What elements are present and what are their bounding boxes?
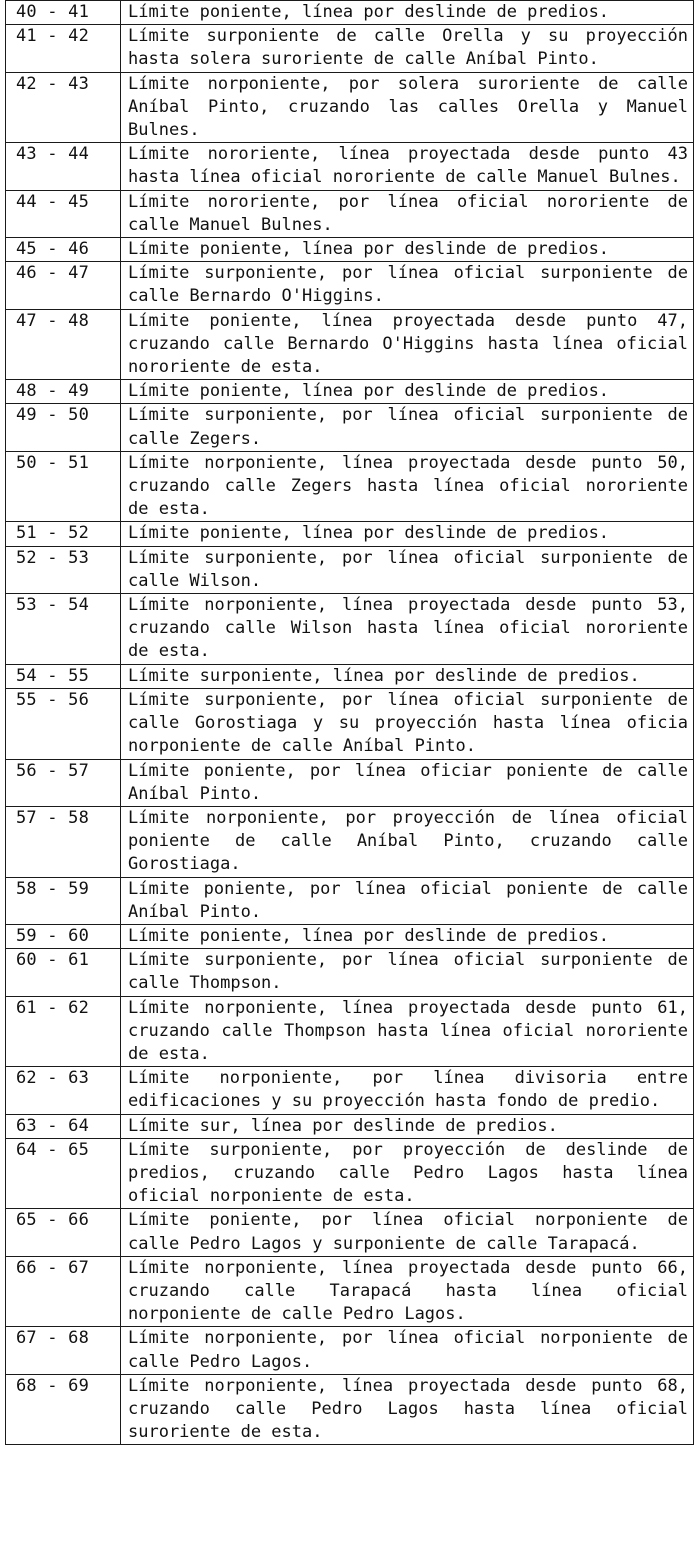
table-row (6, 522, 694, 546)
table-row (6, 1138, 694, 1209)
segment-cell: 63 - 64 (6, 1114, 121, 1138)
table-row (6, 404, 694, 451)
description-cell: Límite surponiente, por línea oficial surponiente de calle Zegers. (121, 404, 694, 451)
segment-cell: 58 - 59 (6, 877, 121, 924)
segment-cell: 52 - 53 (6, 546, 121, 593)
description-cell: Límite poniente, por línea oficial poniente de calle Aníbal Pinto. (121, 877, 694, 924)
segment-cell: 66 - 67 (6, 1256, 121, 1327)
description-cell: Límite poniente, línea proyectada desde punto 47, cruzando calle Bernardo O'Higgins hasta línea oficial nororiente de esta. (121, 309, 694, 380)
table-row (6, 949, 694, 996)
table-row (6, 688, 694, 759)
description-cell: Límite poniente, por línea oficiar poniente de calle Aníbal Pinto. (121, 759, 694, 806)
table-row (6, 72, 694, 143)
description-cell: Límite nororiente, por línea oficial nororiente de calle Manuel Bulnes. (121, 190, 694, 237)
segment-cell: 57 - 58 (6, 806, 121, 877)
description-cell: Límite norponiente, por proyección de línea oficial poniente de calle Aníbal Pinto, cruzando calle Gorostiaga. (121, 806, 694, 877)
description-cell: Límite poniente, por línea oficial norponiente de calle Pedro Lagos y surponiente de calle Tarapacá. (121, 1209, 694, 1256)
description-cell: Límite poniente, línea por deslinde de predios. (121, 1, 694, 25)
segment-cell: 54 - 55 (6, 664, 121, 688)
description-cell: Límite surponiente, línea por deslinde de predios. (121, 664, 694, 688)
boundary-segments-table (5, 0, 694, 1445)
table-row (6, 546, 694, 593)
segment-cell: 64 - 65 (6, 1138, 121, 1209)
description-cell: Límite norponiente, línea proyectada desde punto 66, cruzando calle Tarapacá hasta línea oficial norponiente de calle Pedro Lagos. (121, 1256, 694, 1327)
segment-cell: 60 - 61 (6, 949, 121, 996)
description-cell: Límite poniente, línea por deslinde de predios. (121, 522, 694, 546)
segment-cell: 65 - 66 (6, 1209, 121, 1256)
description-cell: Límite surponiente, por línea oficial surponiente de calle Gorostiaga y su proyección hasta línea oficia norponiente de calle Aníbal Pinto. (121, 688, 694, 759)
table-row (6, 451, 694, 522)
table-row (6, 1, 694, 25)
description-cell: Límite poniente, línea por deslinde de predios. (121, 238, 694, 262)
table-row (6, 594, 694, 665)
segment-cell: 50 - 51 (6, 451, 121, 522)
segment-cell: 59 - 60 (6, 924, 121, 948)
segment-cell: 46 - 47 (6, 262, 121, 309)
description-cell: Límite surponiente, por proyección de deslinde de predios, cruzando calle Pedro Lagos hasta línea oficial norponiente de esta. (121, 1138, 694, 1209)
table-row (6, 1209, 694, 1256)
segment-cell: 40 - 41 (6, 1, 121, 25)
table-row (6, 1114, 694, 1138)
table-row (6, 1327, 694, 1374)
segment-cell: 42 - 43 (6, 72, 121, 143)
segment-cell: 55 - 56 (6, 688, 121, 759)
table-row (6, 143, 694, 190)
segment-cell: 61 - 62 (6, 996, 121, 1067)
description-cell: Límite surponiente de calle Orella y su proyección hasta solera suroriente de calle Aníbal Pinto. (121, 25, 694, 72)
segment-cell: 51 - 52 (6, 522, 121, 546)
description-cell: Límite norponiente, línea proyectada desde punto 50, cruzando calle Zegers hasta línea oficial nororiente de esta. (121, 451, 694, 522)
description-cell: Límite nororiente, línea proyectada desde punto 43 hasta línea oficial nororiente de calle Manuel Bulnes. (121, 143, 694, 190)
table-row (6, 759, 694, 806)
segment-cell: 45 - 46 (6, 238, 121, 262)
description-cell: Límite norponiente, por línea oficial norponiente de calle Pedro Lagos. (121, 1327, 694, 1374)
segment-cell: 41 - 42 (6, 25, 121, 72)
segment-cell: 56 - 57 (6, 759, 121, 806)
description-cell: Límite norponiente, por solera suroriente de calle Aníbal Pinto, cruzando las calles Orella y Manuel Bulnes. (121, 72, 694, 143)
segment-cell: 68 - 69 (6, 1374, 121, 1445)
segment-cell: 67 - 68 (6, 1327, 121, 1374)
table-row (6, 380, 694, 404)
description-cell: Límite poniente, línea por deslinde de predios. (121, 380, 694, 404)
table-row (6, 924, 694, 948)
description-cell: Límite sur, línea por deslinde de predios. (121, 1114, 694, 1138)
description-cell: Límite poniente, línea por deslinde de predios. (121, 924, 694, 948)
table-body (6, 1, 694, 1445)
description-cell: Límite surponiente, por línea oficial surponiente de calle Wilson. (121, 546, 694, 593)
segment-cell: 43 - 44 (6, 143, 121, 190)
table-row (6, 190, 694, 237)
description-cell: Límite norponiente, por línea divisoria entre edificaciones y su proyección hasta fondo de predio. (121, 1067, 694, 1114)
description-cell: Límite norponiente, línea proyectada desde punto 61, cruzando calle Thompson hasta línea oficial nororiente de esta. (121, 996, 694, 1067)
description-cell: Límite norponiente, línea proyectada desde punto 68, cruzando calle Pedro Lagos hasta línea oficial suroriente de esta. (121, 1374, 694, 1445)
segment-cell: 48 - 49 (6, 380, 121, 404)
table-row (6, 1067, 694, 1114)
segment-cell: 62 - 63 (6, 1067, 121, 1114)
table-row (6, 262, 694, 309)
segment-cell: 53 - 54 (6, 594, 121, 665)
segment-cell: 44 - 45 (6, 190, 121, 237)
table-row (6, 238, 694, 262)
table-row (6, 309, 694, 380)
description-cell: Límite surponiente, por línea oficial surponiente de calle Bernardo O'Higgins. (121, 262, 694, 309)
description-cell: Límite norponiente, línea proyectada desde punto 53, cruzando calle Wilson hasta línea oficial nororiente de esta. (121, 594, 694, 665)
description-cell: Límite surponiente, por línea oficial surponiente de calle Thompson. (121, 949, 694, 996)
table-row (6, 1374, 694, 1445)
table-row (6, 1256, 694, 1327)
table-row (6, 877, 694, 924)
table-row (6, 25, 694, 72)
segment-cell: 49 - 50 (6, 404, 121, 451)
segment-cell: 47 - 48 (6, 309, 121, 380)
table-row (6, 996, 694, 1067)
table-row (6, 664, 694, 688)
document-page (5, 0, 693, 1445)
table-row (6, 806, 694, 877)
